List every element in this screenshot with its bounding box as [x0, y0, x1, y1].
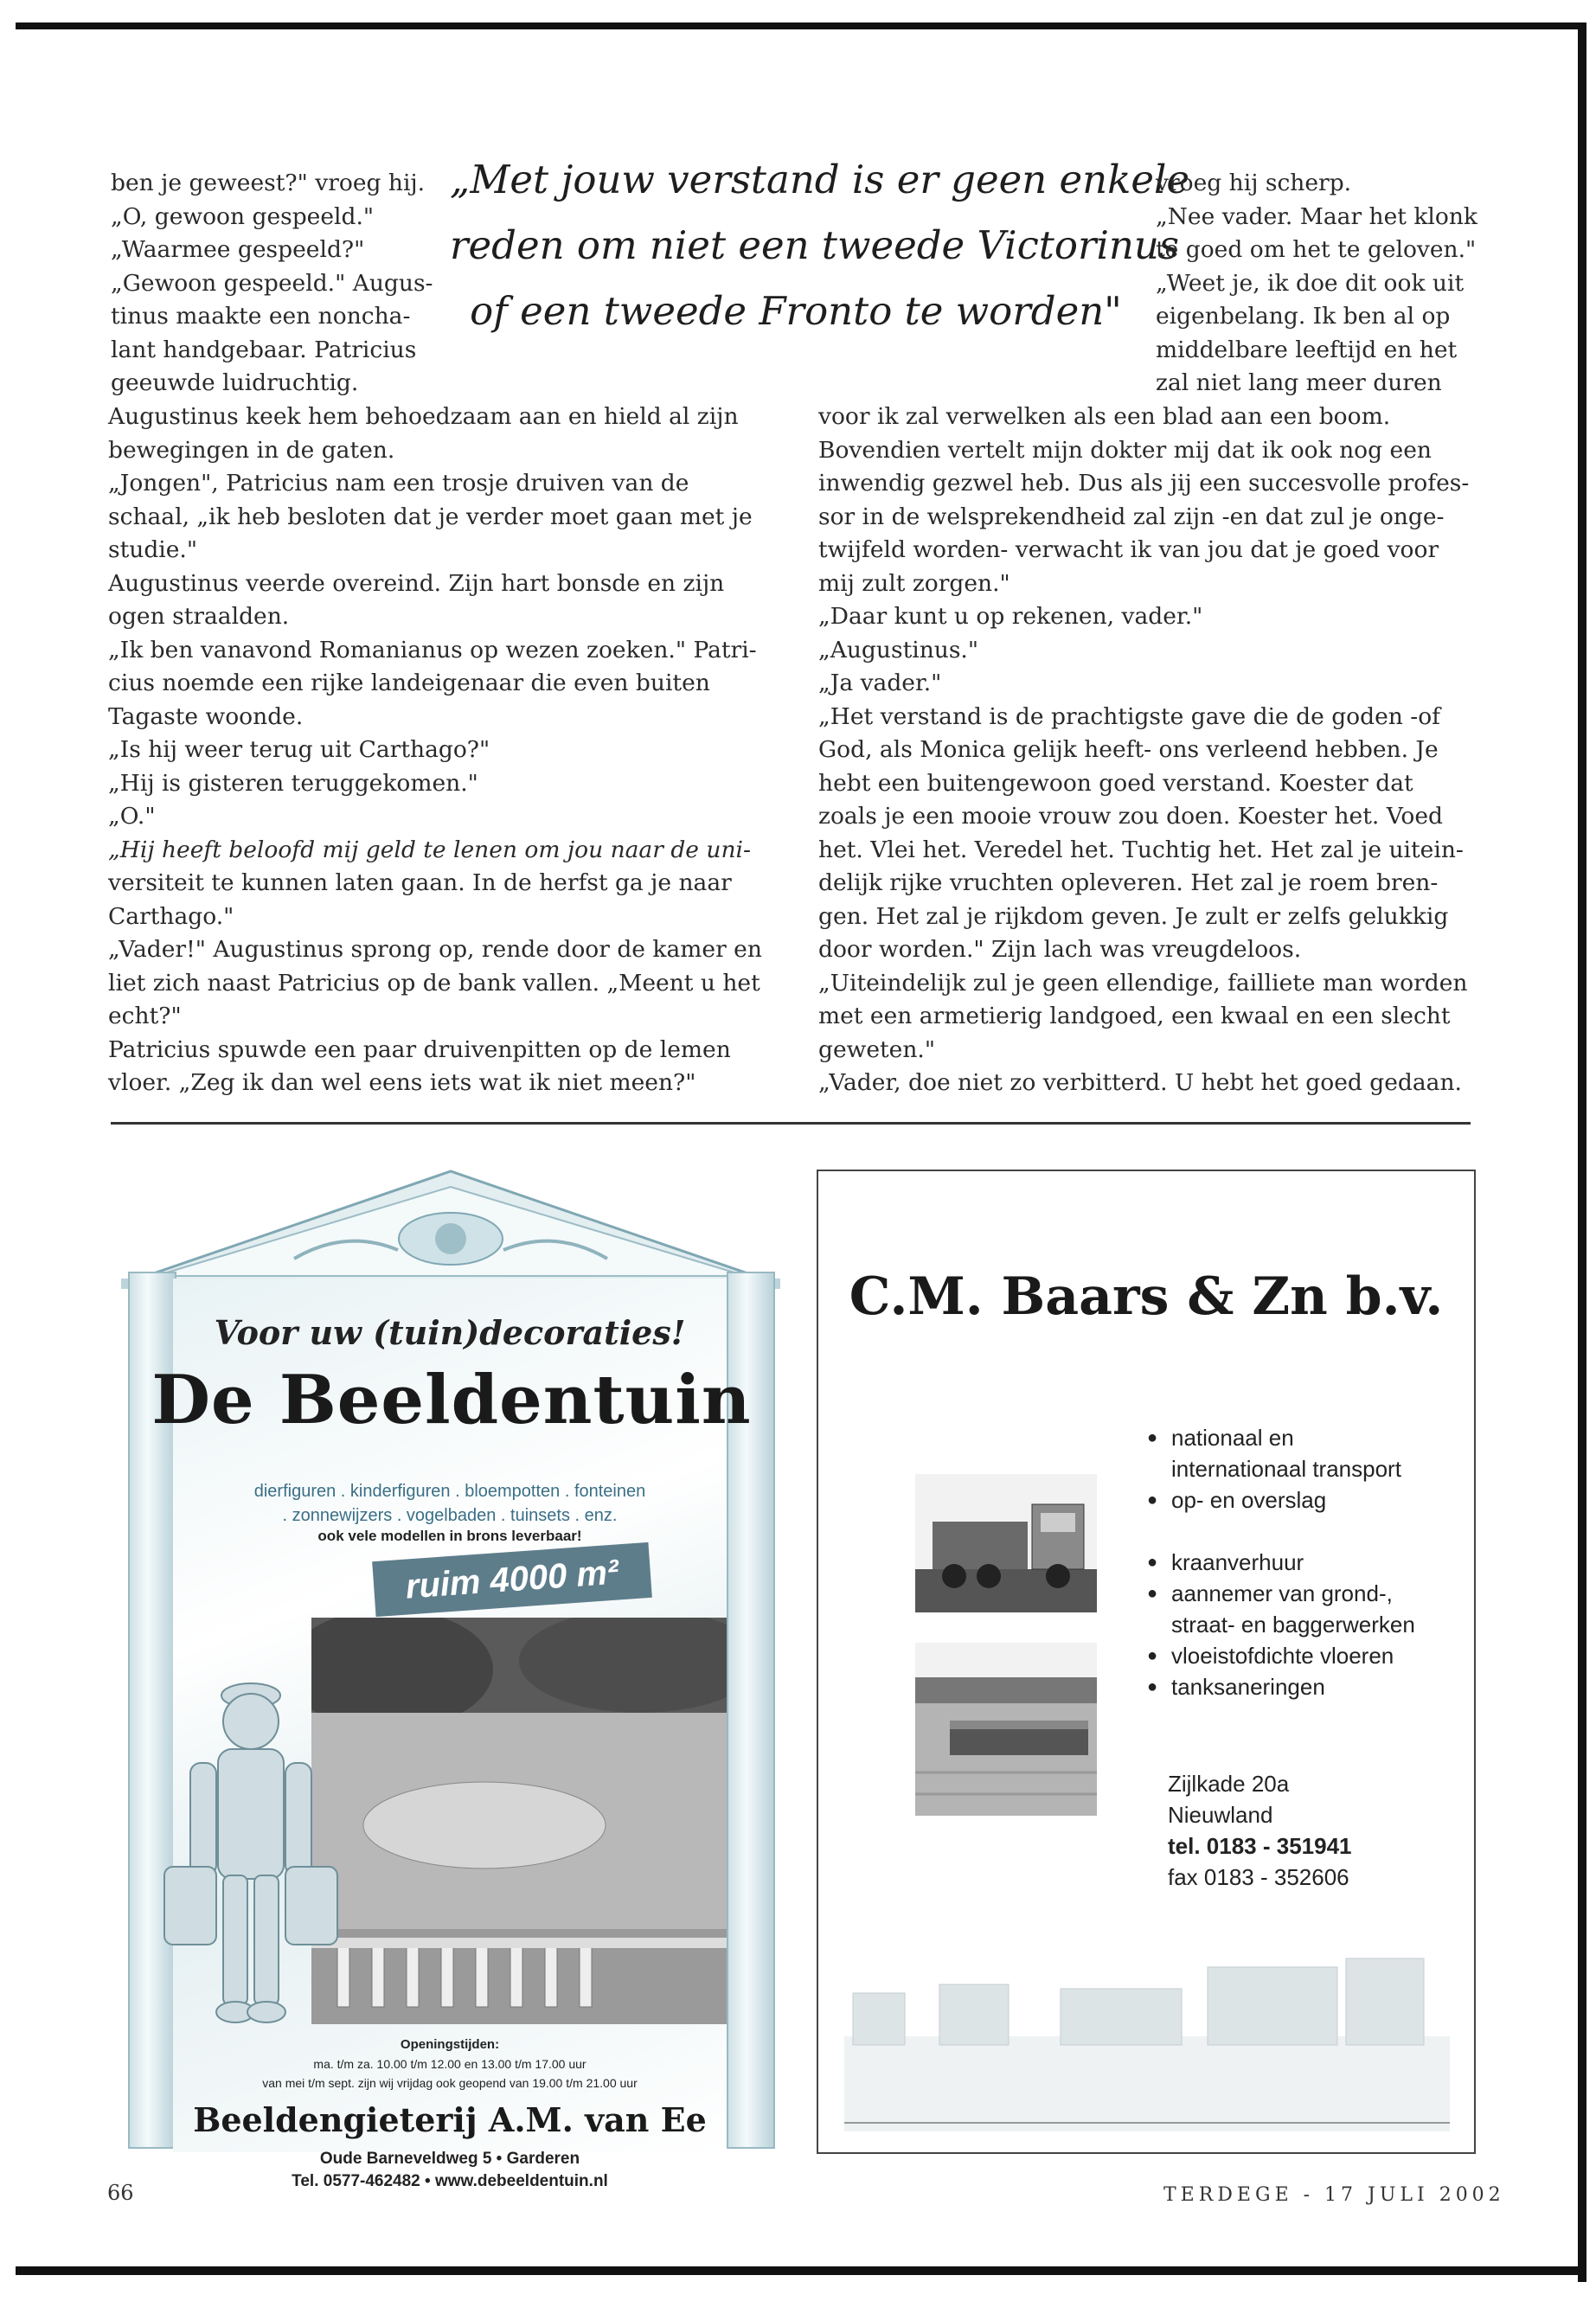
- ad-address: [173, 2148, 727, 2193]
- text-line: „Jongen", Patricius nam een trosje druiven van de: [108, 470, 689, 497]
- page-border-right: [1578, 22, 1586, 2282]
- text-line: ben je geweest?" vroeg hij.: [111, 170, 426, 196]
- text-line: vloer. „Zeg ik dan wel eens iets wat ik niet meen?": [108, 1069, 696, 1096]
- ad-tagline: Voor uw (tuin)decoraties!: [214, 1313, 686, 1352]
- service-item-continued: internationaal transport: [1171, 1456, 1401, 1482]
- text-line: „Vader, doe niet zo verbitterd. U hebt het goed gedaan.: [818, 1069, 1462, 1096]
- text-line: „Is hij weer terug uit Carthago?": [108, 736, 490, 763]
- text-line: eigenbelang. Ik ben al op: [1156, 303, 1451, 330]
- text-line: delijk rijke vruchten opleveren. Het zal je roem bren-: [818, 869, 1439, 896]
- article-column-2-top: [1156, 167, 1477, 401]
- service-item-continued: straat- en baggerwerken: [1171, 1612, 1415, 1638]
- barge-photo: [915, 1643, 1097, 1819]
- page-border-top: [16, 22, 1580, 29]
- text-line: „Hij heeft beloofd mij geld te lenen om jou naar de uni-: [108, 836, 751, 863]
- text-line: Patricius spuwde een paar druivenpitten op de lemen: [108, 1035, 731, 1063]
- ad-beeldentuin: [121, 1168, 780, 2190]
- truck-photo: [915, 1474, 1097, 1616]
- service-item: ● kraanverhuur: [1147, 1547, 1415, 1578]
- garden-photo: [311, 1618, 727, 2024]
- text-line: vroeg hij scherp.: [1156, 170, 1352, 196]
- text-line: middelbare leeftijd en het: [1156, 336, 1458, 363]
- ad-brand-name: De Beeldentuin: [151, 1361, 752, 1439]
- company-name: C.M. Baars & Zn b.v.: [849, 1266, 1444, 1327]
- text-line: gen. Het zal je rijkdom geven. Je zult er zelfs gelukkig: [818, 902, 1449, 930]
- street-address: Zijlkade 20a: [1168, 1771, 1290, 1797]
- pull-quote: [450, 147, 1190, 344]
- text-line: „Daar kunt u op rekenen, vader.": [818, 603, 1203, 630]
- article-column-2: [818, 401, 1469, 1100]
- company-contact: [1168, 1768, 1352, 1893]
- service-item: ● tanksaneringen: [1147, 1671, 1415, 1702]
- opening-hours: [173, 2035, 727, 2093]
- text-line: tinus maakte een noncha-: [111, 303, 411, 330]
- text-line: God, als Monica gelijk heeft- ons verleend hebben. Je: [818, 736, 1439, 763]
- service-item: ● aannemer van grond-,: [1147, 1578, 1415, 1609]
- pull-quote-line: reden om niet een tweede Victorinus: [450, 222, 1179, 268]
- article-column-1: [108, 401, 762, 1100]
- running-footer: TERDEGE - 17 JULI 2002: [1163, 2184, 1505, 2206]
- text-line: „Nee vader. Maar het klonk: [1156, 202, 1477, 230]
- text-line: te goed om het te geloven.": [1156, 236, 1477, 263]
- text-line: „O.": [108, 803, 156, 830]
- text-line: sor in de welsprekendheid zal zijn -en dat zul je onge-: [818, 503, 1445, 530]
- statue-figure: [156, 1659, 346, 2043]
- pull-quote-line: of een tweede Fronto te worden": [470, 288, 1122, 334]
- product-line: . zonnewijzers . vogelbaden . tuinsets . enz.: [282, 1506, 618, 1525]
- text-line: Bovendien vertelt mijn dokter mij dat ik ook nog een: [818, 436, 1432, 464]
- text-line: mij zult zorgen.": [818, 569, 1010, 597]
- text-line: Augustinus veerde overeind. Zijn hart bonsde en zijn: [108, 569, 725, 597]
- text-line: „Gewoon gespeeld." Augus-: [111, 269, 433, 297]
- phone-number: tel. 0183 - 351941: [1168, 1833, 1352, 1859]
- page-border-bottom: [16, 2266, 1586, 2275]
- text-line: hebt een buitengewoon goed verstand. Koester dat: [818, 769, 1413, 797]
- area-badge: ruim 4000 m²: [372, 1542, 652, 1617]
- text-line: geweten.": [818, 1035, 936, 1063]
- text-line: zoals je een mooie vrouw zou doen. Koester het. Voed: [818, 803, 1443, 830]
- text-line: twijfeld worden- verwacht ik van jou dat je goed voor: [818, 536, 1439, 563]
- text-line: versiteit te kunnen laten gaan. In de herfst ga je naar: [108, 869, 732, 896]
- hours-title: Openingstijden:: [400, 2037, 500, 2052]
- hours-line: ma. t/m za. 10.00 t/m 12.00 en 13.00 t/m 17.00 uur: [313, 2057, 586, 2071]
- article-column-1-top: [111, 167, 433, 401]
- pull-quote-line: „Met jouw verstand is er geen enkele: [450, 157, 1190, 202]
- horizontal-rule: [111, 1122, 1471, 1125]
- city: Nieuwland: [1168, 1802, 1273, 1828]
- contact-line: Tel. 0577-462482 • www.debeeldentuin.nl: [292, 2172, 608, 2190]
- text-line: Tagaste woonde.: [108, 702, 304, 730]
- ad-panel: [151, 1279, 752, 2190]
- text-line: voor ik zal verwelken als een blad aan een boom.: [818, 403, 1391, 430]
- text-line: liet zich naast Patricius op de bank vallen. „Meent u het: [108, 969, 760, 997]
- text-line: inwendig gezwel heb. Dus als jij een succesvolle profes-: [818, 470, 1470, 497]
- text-line: met een armetierig landgoed, een kwaal en een slecht: [818, 1003, 1451, 1029]
- foundry-name: Beeldengieterij A.M. van Ee: [193, 2100, 707, 2139]
- text-line: „O, gewoon gespeeld.": [111, 202, 375, 230]
- text-line: „Augustinus.": [818, 636, 979, 663]
- text-line: ogen straalden.: [108, 603, 290, 630]
- services-list: [1147, 1422, 1415, 1702]
- text-line: het. Vlei het. Veredel het. Tuchtig het. Het zal je uitein-: [818, 836, 1464, 863]
- text-line: „Uiteindelijk zul je geen ellendige, failliete man worden: [818, 969, 1468, 997]
- text-line: „Ik ben vanavond Romanianus op wezen zoeken." Patri-: [108, 636, 757, 663]
- product-list: [173, 1479, 727, 1528]
- text-line: geeuwde luidruchtig.: [111, 369, 359, 396]
- service-item: ● vloeistofdichte vloeren: [1147, 1640, 1415, 1671]
- text-line: Carthago.": [108, 902, 234, 930]
- text-line: „Vader!" Augustinus sprong op, rende door de kamer en: [108, 936, 762, 963]
- text-line: zal niet lang meer duren: [1156, 369, 1442, 396]
- address-line: Oude Barneveldweg 5 • Garderen: [319, 2150, 580, 2168]
- fax-number: fax 0183 - 352606: [1168, 1864, 1349, 1890]
- service-item: ● op- en overslag: [1147, 1484, 1415, 1516]
- text-line: echt?": [108, 1003, 182, 1029]
- page-number: 66: [107, 2181, 134, 2205]
- text-line: lant handgebaar. Patricius: [111, 336, 417, 363]
- ad-baars: [817, 1170, 1476, 2154]
- trucks-faded-illustration: [844, 1932, 1450, 2135]
- text-line: schaal, „ik heb besloten dat je verder moet gaan met je: [108, 503, 753, 530]
- text-line: Augustinus keek hem behoedzaam aan en hield al zijn: [108, 403, 739, 430]
- text-line: „Hij is gisteren teruggekomen.": [108, 769, 478, 797]
- text-line: studie.": [108, 536, 198, 563]
- text-line: bewegingen in de gaten.: [108, 436, 395, 464]
- bronze-note: ook vele modellen in brons leverbaar!: [317, 1528, 582, 1544]
- product-line: dierfiguren . kinderfiguren . bloempotten . fonteinen: [253, 1482, 646, 1501]
- text-line: „Waarmee gespeeld?": [111, 236, 365, 263]
- service-item: ● nationaal en: [1147, 1422, 1415, 1453]
- text-line: door worden." Zijn lach was vreugdeloos.: [818, 936, 1302, 963]
- hours-line: van mei t/m sept. zijn wij vrijdag ook geopend van 19.00 t/m 21.00 uur: [262, 2076, 638, 2090]
- text-line: „Het verstand is de prachtigste gave die de goden -of: [818, 702, 1440, 730]
- text-line: cius noemde een rijke landeigenaar die even buiten: [108, 670, 710, 696]
- text-line: „Ja vader.": [818, 670, 942, 696]
- text-line: „Weet je, ik doe dit ook uit: [1156, 269, 1465, 297]
